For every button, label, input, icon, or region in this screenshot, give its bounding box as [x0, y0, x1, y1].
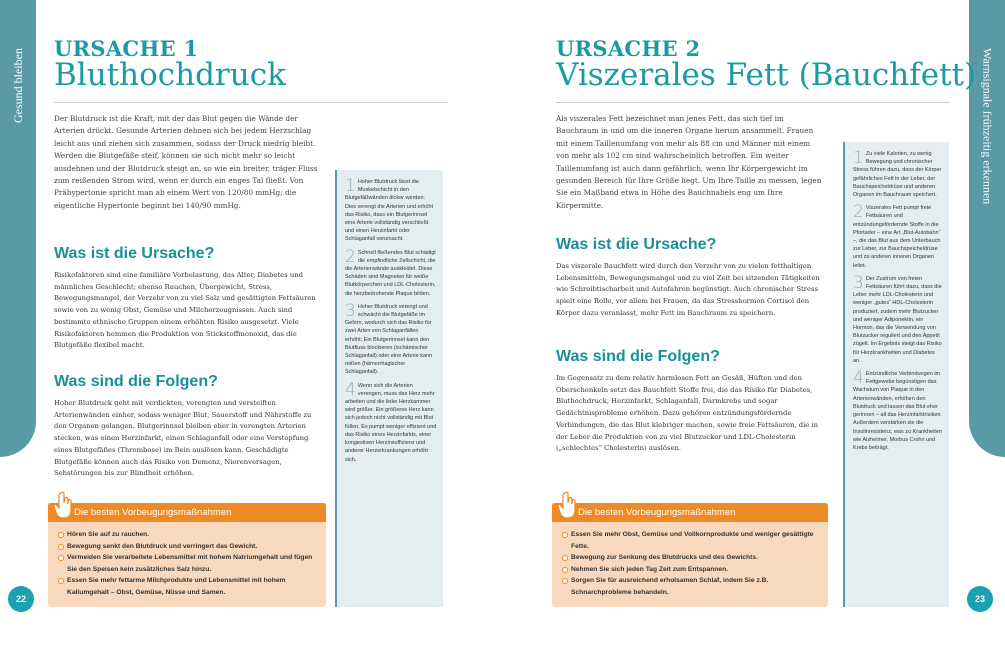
page-kicker: URSACHE 1	[54, 36, 199, 61]
page-title: Viszerales Fett (Bauchfett)	[556, 57, 977, 93]
sidebar-item: 2 Schnell fließendes Blut schädigt die empfindliche Zellschicht, die die Arterienwände auskleidet. Diese Schäden sind Magneten für weiße Blutkörperchen und LDL-Cholesterin, die herzbedrohende Plaque bilden.	[345, 246, 436, 297]
hand-icon	[557, 491, 577, 519]
prevention-title: Die besten Vorbeugungsmaßnahmen	[578, 507, 736, 518]
hand-icon	[53, 491, 73, 519]
section-tab-left	[0, 0, 36, 457]
list-item: Essen Sie mehr fettarme Milchprodukte und Lebensmittel mit hohem Kaliumgehalt – Obst, Gemüse, Nüsse und Samen.	[58, 575, 316, 598]
prevention-box	[552, 503, 828, 607]
page-title: Bluthochdruck	[54, 57, 286, 93]
title-divider	[54, 102, 448, 103]
lead-paragraph: Der Blutdruck ist die Kraft, mit der das Blut gegen die Wände der Arterien drückt. Gesunde Arterien dehnen sich bei jedem Herzschlag leicht aus und ziehen sich zusammen, sodass der Druck niedrig bleibt. Werden die Blutgefäße steif, können sie sich nicht mehr so leicht ausdehnen und der Blutdruck steigt an, so wie ein breiter, träger Fluss zum reißenden Strom wird, wenn er durch ein enges Tal fließt. Von Prähypertonie spricht man ab einem Wert von 120/80 mmHg; die eigentliche Hypertonie beginnt bei 140/90 mmHg.	[54, 114, 318, 210]
section-tab-label: Warnsignale frühzeitig erkennen	[980, 48, 995, 205]
list-item: Bewegung zur Senkung des Blutdrucks und des Gewichts.	[562, 552, 818, 564]
sidebar-item: 4 Wenn sich die Arterien verengen, muss das Herz mehr arbeiten und die linke Herzkammer wird größer. Ein größeres Herz kann sich jedoch nicht vollständig mit Blut füllen. Es pumpt weniger effizient und das Risiko eines Herzinfarkts, einer kongestiven Herzinsuffizienz und anderer Herzerkrankungen erhöht sich.	[345, 379, 437, 463]
prevention-title: Die besten Vorbeugungsmaßnahmen	[74, 507, 232, 518]
lead-paragraph: Als viszerales Fett bezeichnet man jenes Fett, das sich tief im Bauchraum in und um die inneren Organe herum ansammelt. Frauen mit einem Taillenumfang von mehr als 88 cm und Männer mit einem von mehr als 102 cm sind wahrscheinlich betroffen. Ein weiter Taillenumfang ist auch dann gefährlich, wenn Ihr Körpergewicht im gesunden Bereich für Ihre Größe liegt. Um Ihre Taille zu messen, legen Sie ein Maßband etwa in Höhe des Bauchnabels eng um Ihre Körpermitte.	[556, 114, 822, 210]
page-number-left: 22	[8, 586, 34, 612]
effects-paragraph: Hoher Blutdruck geht mit verdickten, verengten und versteiften Arterienwänden einher, sodass weniger Blut, Sauerstoff und Nährstoffe zu den Organen gelangen. Blutgerinnsel bleiben eher in verengten Arterien stecken, was einen Herzinfarkt, einen Schlaganfall oder eine Verstopfung eines Blutgefäßes (Thrombose) im Bein auslösen kann. Geschädigte Blutgefäße können auch das Risiko von Demenz, Nierenversagen, Sehstörungen bis zur Blindheit erhöhen.	[54, 399, 312, 478]
list-item: Hören Sie auf zu rauchen.	[58, 529, 316, 541]
section-tab-label: Gesund bleiben	[10, 48, 25, 123]
heading-effects: Was sind die Folgen?	[54, 373, 218, 390]
prevention-list	[562, 529, 818, 598]
list-item: Nehmen Sie sich jeden Tag Zeit zum Entspannen.	[562, 564, 818, 576]
list-item: Vermeiden Sie verarbeitete Lebensmittel mit hohem Natriumgehalt und fügen Sie den Speisen kein zusätzliches Salz hinzu.	[58, 552, 316, 575]
cause-paragraph: Das viszerale Bauchfett wird durch den Verzehr von zu vielen fetthaltigen Lebensmitteln, Bewegungsmangel und zu viel Zeit bei sitzenden Tätigkeiten wie Schreibtischarbeit und Autofahren begünstigt. Auch chronischer Stress spielt eine Rolle, vor allem bei Frauen, da das Stresshormon Cortisol den Körper dazu veranlasst, mehr Fett im Bauchraum zu speichern.	[556, 262, 820, 317]
sidebar-item: 3 Der Zustrom von freien Fettsäuren führt dazu, dass die Leber mehr LDL-Cholesterin und weniger „gutes“ HDL-Cholesterin produziert, zudem mehr Blutzucker und weniger Adiponektin, ein Hormon, das die Verwendung von Blutzucker reguliert und den Appetit zügelt. Im Ergebnis steigt das Risiko für Herzkrankheiten und Diabetes an.	[853, 272, 942, 364]
list-item: Sorgen Sie für ausreichend erholsamen Schlaf, indem Sie z.B. Schnarchprobleme behandeln.	[562, 575, 818, 598]
page-number-right: 23	[967, 586, 993, 612]
cause-paragraph: Risikofaktoren sind eine familiäre Vorbelastung, das Alter, Diabetes und männliches Geschlecht; ebenso Rauchen, Übergewicht, Stress, Bewegungsmangel, der Verzehr von zu viel Salz und gesättigten Fettsäuren sowie von zu wenig Obst, Gemüse und Milcherzeugnissen. Auch sind bestimmte ethnische Gruppen einem erhöhten Risiko ausgesetzt. Viele Risikofaktoren hemmen die Produktion von Stickstoffmonoxid, das die Blutgefäße flexibel macht.	[54, 271, 316, 350]
sidebar-item: 2 Viszerales Fett pumpt freie Fettsäuren und entzündungsfördernde Stoffe in die Pfortader – eine Art „Blut-Autobahn“ –, die das Blut aus dem Unterbauch zur Leber, zur Bauchspeicheldrüse und zu anderen inneren Organen leitet.	[853, 202, 941, 269]
prevention-list	[58, 529, 316, 598]
page-kicker: URSACHE 2	[556, 36, 701, 61]
heading-effects: Was sind die Folgen?	[556, 348, 720, 365]
prevention-box	[48, 503, 326, 607]
prevention-header	[552, 503, 828, 522]
info-sidebar	[843, 142, 949, 607]
list-item: Bewegung senkt den Blutdruck und verringert das Gewicht.	[58, 541, 316, 553]
effects-paragraph: Im Gegensatz zu dem relativ harmlosen Fett an Gesäß, Hüften und den Oberschenkeln setzt das Bauchfett Stoffe frei, die das Risiko für Diabetes, Bluthochdruck, Herzinfarkt, Schlaganfall, Darmkrebs und sogar Gedächtnisprobleme erhöhen. Dazu gehören entzündungsfördernde Verbindungen, die das Blut klebriger machen, sowie freie Fettsäuren, die in der Leber die Produktion von zu viel Blutzucker und LDL-Cholesterin („schlechtes“ Cholesterin) auslösen.	[556, 374, 818, 453]
sidebar-item: 4 Entzündliche Verbindungen im Fettgewebe begünstigen das Wachstum von Plaque in den Arterienwänden, erhöhen den Blutdruck und lassen das Blut eher gerinnen – all das Herzinfarktrisiken. Außerdem verstärken sie die Insulinresistenz, was zu Krankheiten wie Alzheimer, Morbus Crohn und Krebs beiträgt.	[853, 368, 942, 451]
heading-cause: Was ist die Ursache?	[556, 236, 717, 253]
sidebar-item: 1 Zu viele Kalorien, zu wenig Bewegung und chronischer Stress führen dazu, dass der Körper gefährliches Fett in der Leber, der Bauchspeicheldrüse und anderen Organen im Bauchraum speichert.	[853, 148, 942, 199]
prevention-header	[48, 503, 326, 522]
sidebar-item: 1 Hoher Blutdruck lässt die Muskelschicht in den Blutgefäßwänden dicker werden. Dies verengt die Arterien und erhöht das Risiko, dass ein Blutgerinnsel eine Arterie vollständig verschließt und einen Herzinfarkt oder Schlaganfall verursacht.	[345, 176, 434, 243]
info-sidebar	[335, 170, 443, 607]
list-item: Essen Sie mehr Obst, Gemüse und Vollkornprodukte und weniger gesättigte Fette.	[562, 529, 818, 552]
heading-cause: Was ist die Ursache?	[54, 245, 215, 262]
title-divider	[556, 102, 950, 103]
sidebar-item: 3 Hoher Blutdruck verengt und schwächt die Blutgefäße im Gehirn, wodurch sich das Risiko für zwei Arten von Schlaganfällen erhöht: Ein Blutgerinnsel kann den Blutfluss blockieren (ischämischer Schlaganfall) oder eine Arterie kann reißen (hämorrhagischer Schlaganfall).	[345, 300, 433, 376]
